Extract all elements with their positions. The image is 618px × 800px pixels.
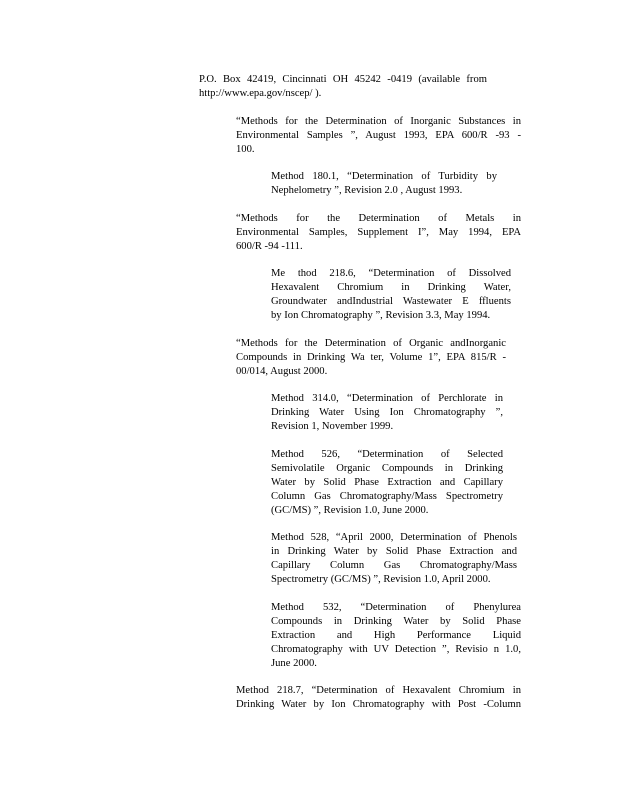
- text-line: Column Gas Chromatography/Mass Spectrometry: [271, 491, 503, 502]
- text-line: in Drinking Water by Solid Phase Extraction and: [271, 546, 517, 557]
- text-line: (GC/MS) ”, Revision 1.0, June 2000.: [271, 505, 429, 516]
- text-line: Hexavalent Chromium in Drinking Water,: [271, 282, 511, 293]
- text-line: Nephelometry ”, Revision 2.0 , August 1993.: [271, 185, 463, 196]
- method-314-0-entry: [271, 392, 503, 434]
- text-line: Spectrometry (GC/MS) ”, Revision 1.0, April 2000.: [271, 574, 491, 585]
- text-line: 00/014, August 2000.: [236, 366, 328, 377]
- method-218-6-entry: [271, 267, 511, 323]
- text-line: Drinking Water Using Ion Chromatography ”,: [271, 407, 503, 418]
- method-528-entry: [271, 531, 517, 587]
- method-532-entry: [271, 601, 521, 671]
- text-line: http://www.epa.gov/nscep/ ).: [199, 88, 322, 99]
- text-line: Environmental Samples, Supplement I”, May 1994, EPA: [236, 227, 521, 238]
- text-line: Me thod 218.6, “Determination of Dissolved: [271, 268, 511, 279]
- text-line: P.O. Box 42419, Cincinnati OH 45242 -0419 (available from: [199, 74, 487, 85]
- reference-inorganic-methods: [236, 115, 521, 157]
- text-line: “Methods for the Determination of Inorganic Substances in: [236, 116, 521, 127]
- text-line: Drinking Water by Ion Chromatography with Post -Column: [236, 699, 521, 710]
- text-line: Compounds in Drinking Water by Solid Phase: [271, 616, 521, 627]
- reference-metals-methods: [236, 212, 521, 254]
- text-line: Water by Solid Phase Extraction and Capillary: [271, 477, 503, 488]
- text-line: Method 528, “April 2000, Determination of Phenols: [271, 532, 517, 543]
- text-line: Method 532, “Determination of Phenylurea: [271, 602, 521, 613]
- text-line: Semivolatile Organic Compounds in Drinking: [271, 463, 503, 474]
- text-line: Environmental Samples ”, August 1993, EPA 600/R -93 -: [236, 130, 521, 141]
- method-526-entry: [271, 448, 503, 518]
- method-180-1-entry: [271, 170, 497, 198]
- text-line: “Methods for the Determination of Metals in: [236, 213, 521, 224]
- text-line: Method 180.1, “Determination of Turbidity by: [271, 171, 497, 182]
- reference-organic-inorganic-methods: [236, 337, 506, 379]
- text-line: Method 218.7, “Determination of Hexavalent Chromium in: [236, 685, 521, 696]
- text-line: Groundwater andIndustrial Wastewater E ffluents: [271, 296, 511, 307]
- text-line: by Ion Chromatography ”, Revision 3.3, May 1994.: [271, 310, 491, 321]
- text-line: Method 526, “Determination of Selected: [271, 449, 503, 460]
- text-line: 600/R -94 -111.: [236, 241, 303, 252]
- text-line: “Methods for the Determination of Organic andInorganic: [236, 338, 506, 349]
- method-218-7-entry: [236, 684, 521, 712]
- text-line: Capillary Column Gas Chromatography/Mass: [271, 560, 517, 571]
- text-line: Revision 1, November 1999.: [271, 421, 394, 432]
- text-line: Chromatography with UV Detection ”, Revisio n 1.0,: [271, 644, 521, 655]
- intro-paragraph: [199, 73, 487, 101]
- text-line: June 2000.: [271, 658, 317, 669]
- text-line: Compounds in Drinking Wa ter, Volume 1”, EPA 815/R -: [236, 352, 506, 363]
- text-line: Extraction and High Performance Liquid: [271, 630, 521, 641]
- text-line: 100.: [236, 144, 255, 155]
- text-line: Method 314.0, “Determination of Perchlorate in: [271, 393, 503, 404]
